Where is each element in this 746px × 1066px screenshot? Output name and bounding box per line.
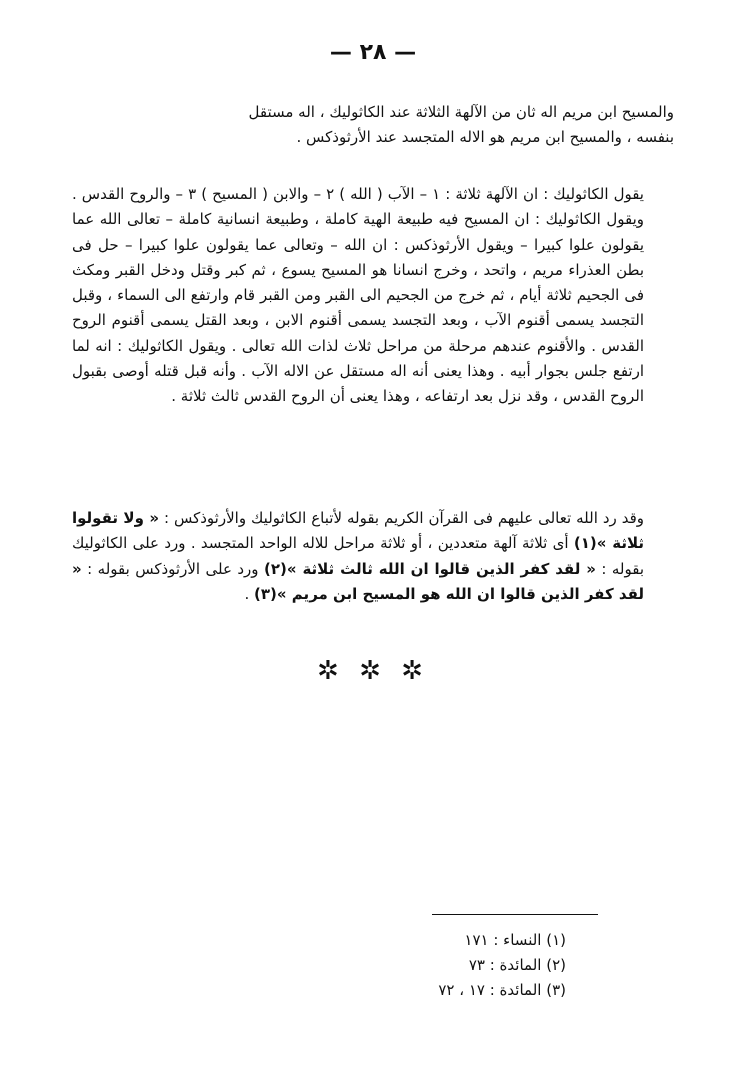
paragraph-3 [72,506,674,607]
paragraph-2 [72,182,674,410]
paragraph-1-line-1: والمسيح ابن مريم اله ثان من الآلهة الثلاثة عند الكاثوليك ، اله مستقل [248,103,674,121]
paragraph-1 [72,100,674,151]
paragraph-3-text [72,506,674,607]
section-separator: ✲ ✲ ✲ [317,656,429,686]
footnote-2: (٢) المائدة : ٧٣ [468,956,566,974]
footnotes [380,928,566,1003]
paragraph-1-line-2: بنفسه ، والمسيح ابن مريم هو الاله المتجسد عند الأرثوذكس . [296,128,674,147]
quran-quote-2: « لقد كفر الذين قالوا ان الله ثالث ثلاثة »(٢) [263,559,596,578]
paragraph-2-text: يقول الكاثوليك : ان الآلهة ثلاثة : ١ – الآب ( الله ) ٢ – والابن ( المسيح ) ٣ – والروح القدس . ويقول الكاثوليك : ان المسيح فيه طبيعة الهية كاملة ، وطبيعة انسانية كاملة – تعالى الله عما يقولون علوا كبيرا – ويقول الأرثوذكس : ان الله – وتعالى عما يقولون علوا كبيرا – حل فى بطن العذراء مريم ، واتحد ، وخرج انسانا هو المسيح يسوع ، ثم كبر وقتل ودخل القبر ومكث فى الجحيم ثلاثة أيام ، ثم خرج من الجحيم الى القبر ومن القبر قام وارتفع الى السماء ، وقبل التجسد يسمى أقنوم الآب ، وبعد التجسد يسمى أقنوم الابن ، وبعد القتل يسمى أقنوم الروح القدس . والأقنوم عندهم مرحلة من مراحل ثلاث لذات الله تعالى . ويقول الكاثوليك : انه لما ارتفع جلس بجوار أبيه . وهذا يعنى أنه اله مستقل عن الاله الآب . وأنه قبل قتله أوصى بقبول الروح القدس ، وقد نزل بعد ارتفاعه ، وهذا يعنى أن الروح القدس ثالث ثلاثة . [72,185,644,406]
footnote-3: (٣) المائدة : ١٧ ، ٧٢ [438,981,566,999]
quran-quote-1: « ولا تقولوا ثلاثة »(١) [72,509,644,553]
page-number: — ٢٨ — [329,40,417,65]
paragraph-3-text-c: ورد على الأرثوذكس بقوله : [87,559,259,578]
footnote-divider [432,914,598,915]
paragraph-3-text-b: أى ثلاثة آلهة متعددين ، أو ثلاثة مراحل للاله الواحد المتجسد . ورد على الكاثوليك بقوله : [72,534,644,578]
quran-quote-3: « لقد كفر الذين قالوا ان الله هو المسيح ابن مريم »(٣) [72,559,644,603]
paragraph-3-text-a: وقد رد الله تعالى عليهم فى القرآن الكريم بقوله لأتباع الكاثوليك والأرثوذكس : [163,509,644,527]
paragraph-3-text-d: . [244,584,250,603]
footnote-1: (١) النساء : ١٧١ [464,931,566,949]
